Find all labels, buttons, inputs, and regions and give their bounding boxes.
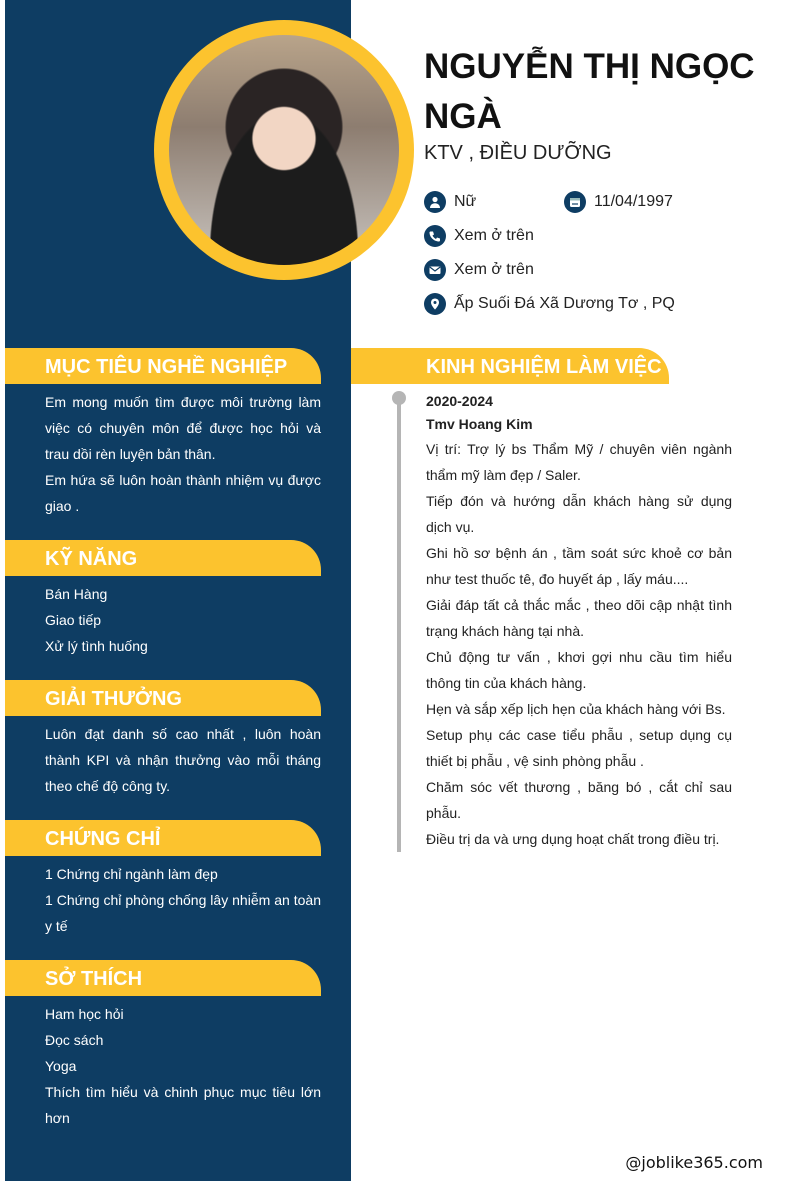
- hobby-item: Ham học hỏi: [45, 1006, 124, 1022]
- location-icon: [424, 293, 446, 315]
- experience-period: 2020-2024: [426, 393, 493, 409]
- avatar: [169, 35, 399, 265]
- user-icon: [424, 191, 446, 213]
- experience-line: Ghi hồ sơ bệnh án , tầm soát sức khoẻ cơ bản như test thuốc tê, đo huyết áp , lấy máu....: [426, 545, 732, 587]
- phone-value: Xem ở trên: [454, 227, 534, 244]
- skill-item: Bán Hàng: [45, 586, 108, 602]
- experience-line: Chủ động tư vấn , khơi gợi nhu cầu tìm hiểu thông tin của khách hàng.: [426, 649, 732, 691]
- timeline-dot: [392, 391, 406, 405]
- awards-body: [45, 721, 321, 799]
- experience-line: Setup phụ các case tiểu phẫu , setup dụng cụ thiết bị phẫu , vệ sinh phòng phẫu .: [426, 727, 732, 769]
- skills-title: KỸ NĂNG: [45, 548, 138, 570]
- hobby-item: Đọc sách: [45, 1032, 104, 1048]
- awards-title: GIẢI THƯỞNG: [45, 688, 182, 710]
- birthdate-row: [564, 191, 673, 213]
- gender-row: [424, 191, 476, 213]
- skill-item: Giao tiếp: [45, 612, 102, 628]
- objective-header: [5, 348, 321, 384]
- award-item: Luôn đạt danh số cao nhất , luôn hoàn thành KPI và nhận thưởng vào mỗi tháng theo chế độ công ty.: [45, 726, 321, 794]
- hobbies-title: SỞ THÍCH: [45, 968, 143, 990]
- hobbies-body: [45, 1001, 321, 1131]
- awards-header: [5, 680, 321, 716]
- certificate-item: 1 Chứng chỉ phòng chống lây nhiễm an toàn y tế: [45, 892, 321, 934]
- objective-line: Em mong muốn tìm được môi trường làm việc có chuyên môn để được học hỏi và trau dồi rèn luyện bản thân.: [45, 394, 321, 462]
- timeline-line: [397, 398, 401, 852]
- experience-line: Điều trị da và ưng dụng hoạt chất trong điều trị.: [426, 831, 720, 847]
- experience-title: KINH NGHIỆM LÀM VIỆC: [426, 356, 662, 378]
- certificates-body: [45, 861, 321, 939]
- experience-line: Giải đáp tất cả thắc mắc , theo dõi cập nhật tình trạng khách hàng tại nhà.: [426, 597, 732, 639]
- objective-line: Em hứa sẽ luôn hoàn thành nhiệm vụ được giao .: [45, 472, 321, 514]
- certificate-item: 1 Chứng chỉ ngành làm đẹp: [45, 866, 218, 882]
- birthdate-value: 11/04/1997: [594, 193, 673, 210]
- skill-item: Xử lý tình huống: [45, 638, 148, 654]
- experience-line: Vị trí: Trợ lý bs Thẩm Mỹ / chuyên viên ngành thẩm mỹ làm đẹp / Saler.: [426, 441, 732, 483]
- email-value: Xem ở trên: [454, 261, 534, 278]
- address-row: [424, 293, 675, 315]
- experience-line: Tiếp đón và hướng dẫn khách hàng sử dụng dịch vụ.: [426, 493, 732, 535]
- certificates-header: [5, 820, 321, 856]
- hobbies-header: [5, 960, 321, 996]
- address-value: Ấp Suối Đá Xã Dương Tơ , PQ: [454, 295, 675, 312]
- email-row: [424, 259, 534, 281]
- experience-company: Tmv Hoang Kim: [426, 416, 533, 432]
- objective-body: [45, 389, 321, 519]
- experience-line: Chăm sóc vết thương , băng bó , cắt chỉ sau phẫu.: [426, 779, 732, 821]
- calendar-icon: [564, 191, 586, 213]
- phone-icon: [424, 225, 446, 247]
- hobby-item: Yoga: [45, 1058, 77, 1074]
- skills-header: [5, 540, 321, 576]
- experience-header: [351, 348, 669, 384]
- skills-body: [45, 581, 321, 659]
- experience-line: Hẹn và sắp xếp lịch hẹn của khách hàng với Bs.: [426, 701, 726, 717]
- objective-title: MỤC TIÊU NGHỀ NGHIỆP: [45, 356, 288, 378]
- watermark: @joblike365.com: [625, 1153, 763, 1172]
- candidate-role: KTV , ĐIỀU DƯỠNG: [424, 142, 612, 164]
- experience-body: [426, 390, 732, 852]
- phone-row: [424, 225, 534, 247]
- gender-value: Nữ: [454, 193, 477, 210]
- mail-icon: [424, 259, 446, 281]
- candidate-name: NGUYỄN THỊ NGỌC NGÀ: [424, 47, 755, 136]
- certificates-title: CHỨNG CHỈ: [45, 828, 161, 850]
- hobby-item: Thích tìm hiểu và chinh phục mục tiêu lớn hơn: [45, 1084, 321, 1126]
